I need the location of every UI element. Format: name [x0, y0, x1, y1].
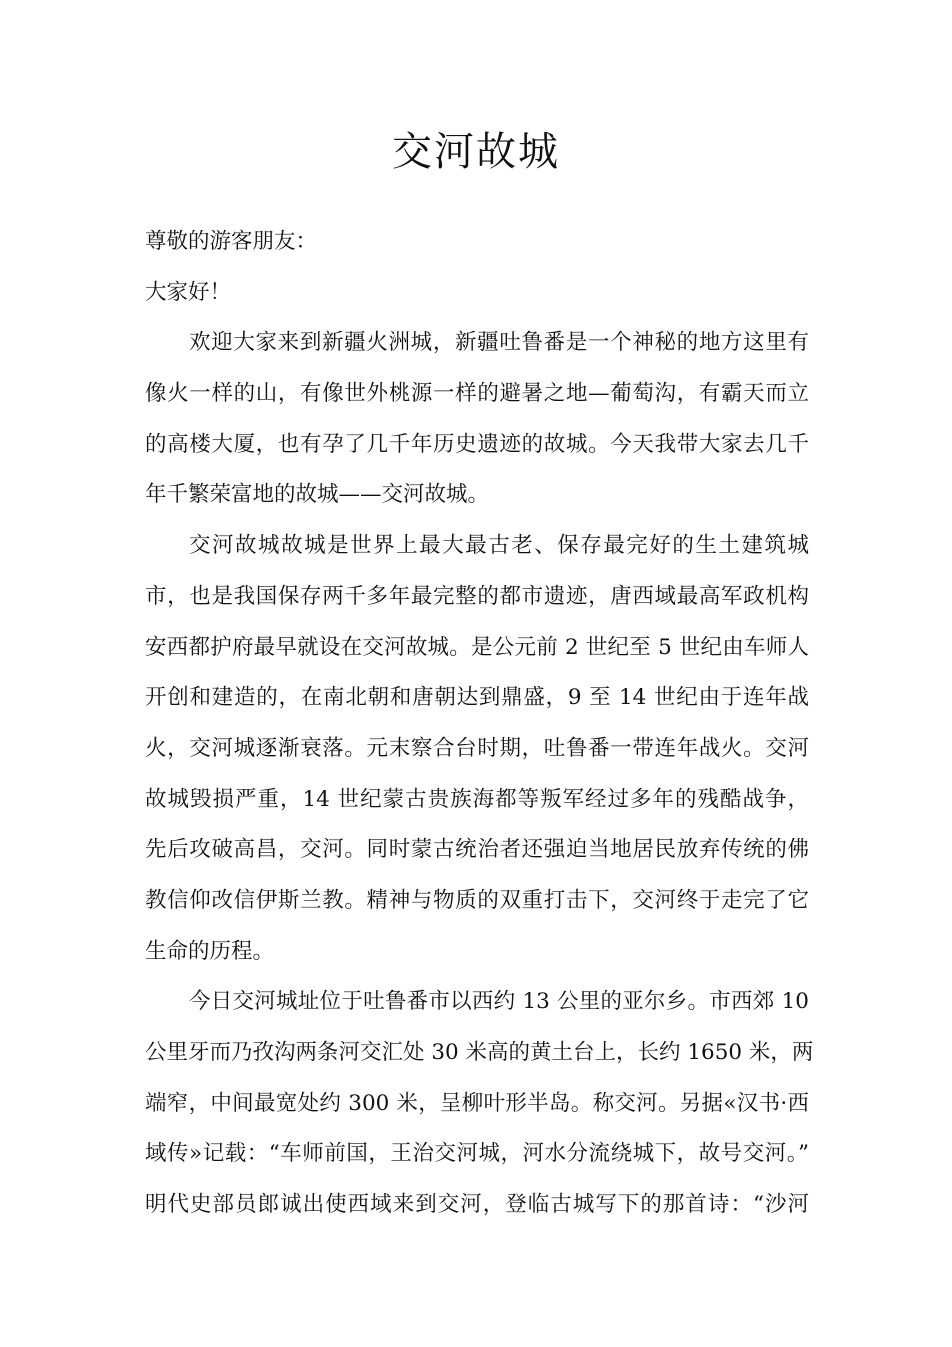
text-line: 欢迎大家来到新疆火洲城，新疆吐鲁番是一个神秘的地方这里有 [189, 330, 809, 356]
text-line: 教信仰改信伊斯兰教。精神与物质的双重打击下，交河终于走完了它 [145, 887, 809, 913]
text-line: 先后攻破高昌，交河。同时蒙古统治者还强迫当地居民放弃传统的佛 [145, 837, 809, 863]
text-line: 的高楼大厦，也有孕了几千年历史遗迹的故城。今天我带大家去几千 [145, 431, 809, 457]
text-line: 明代史部员郎诚出使西域来到交河，登临古城写下的那首诗：“沙河 [145, 1192, 809, 1218]
document-body [145, 217, 814, 1231]
text-line: 大家好！ [145, 279, 232, 305]
text-line: 年千繁荣富地的故城——交河故城。 [145, 482, 490, 508]
text-line: 故城毁损严重，14 世纪蒙古贵族海都等叛军经过多年的残酷战争， [145, 786, 809, 812]
text-line: 像火一样的山，有像世外桃源一样的避暑之地—葡萄沟，有霸天而立 [145, 381, 809, 407]
text-line: 火，交河城逐渐衰落。元末察合台时期，吐鲁番一带连年战火。交河 [145, 735, 809, 761]
text-line: 公里牙而乃孜沟两条河交汇处 30 米高的黄土台上，长约 1650 米，两 [145, 1040, 814, 1065]
text-line: 安西都护府最早就设在交河故城。是公元前 2 世纪至 5 世纪由车师人 [145, 634, 809, 660]
text-line: 域传»记载：“车师前国，王治交河城，河水分流绕城下，故号交河。” [145, 1141, 809, 1167]
text-line: 交河故城故城是世界上最大最古老、保存最完好的生土建筑城 [189, 533, 809, 559]
text-line: 尊敬的游客朋友： [145, 229, 318, 254]
text-line: 生命的历程。 [145, 938, 275, 964]
document-title: 交河故城 [392, 129, 560, 175]
text-line: 端窄，中间最宽处约 300 米，呈柳叶形半岛。称交河。另据«汉书·西 [145, 1090, 809, 1116]
text-line: 今日交河城址位于吐鲁番市以西约 13 公里的亚尔乡。市西郊 10 [189, 989, 809, 1015]
text-line: 市，也是我国保存两千多年最完整的都市遗迹，唐西域最高军政机构 [145, 583, 809, 609]
text-line: 开创和建造的，在南北朝和唐朝达到鼎盛，9 至 14 世纪由于连年战 [145, 685, 809, 711]
